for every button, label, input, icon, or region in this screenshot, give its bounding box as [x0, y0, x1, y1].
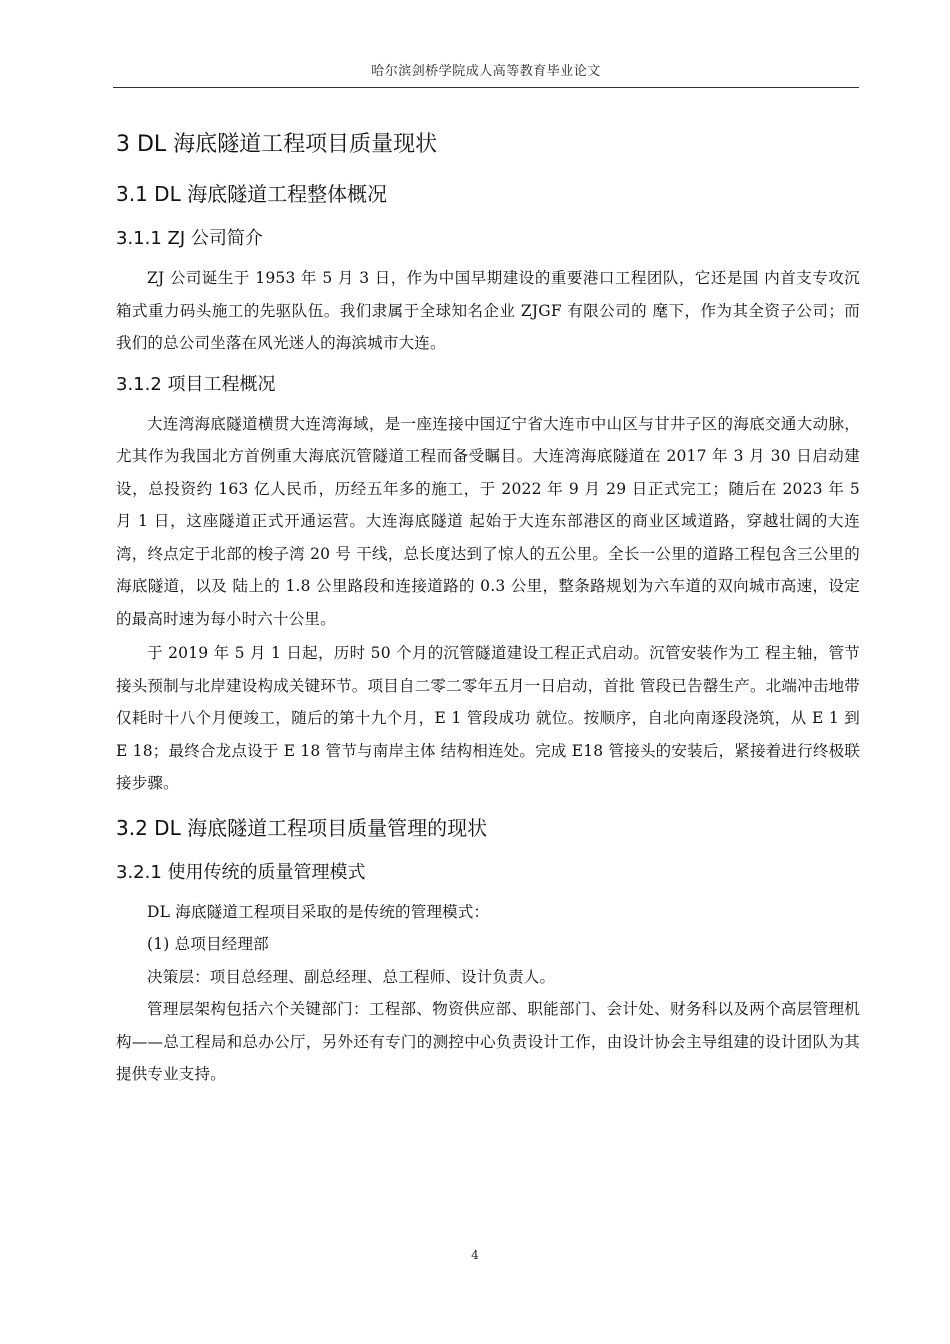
list-item-project-dept: (1) 总项目经理部: [147, 935, 269, 953]
paragraph-management-layer: 管理层架构包括六个关键部门：工程部、物资供应部、职能部门、会计处、财务科以及两个高层管理机构——总工程局和总办公厅，另外还有专门的测控中心负责设计工作，由设计协会主导组建的设计团队为其提供专业支持。: [116, 1000, 860, 1083]
paragraph-construction-timeline: 于 2019 年 5 月 1 日起，历时 50 个月的沉管隧道建设工程正式启动。沉管安装作为工 程主轴，管节接头预制与北岸建设构成关键环节。项目自二零二零年五月一日启动，首批 管段已告罄生产。北端冲击地带仅耗时十八个月便竣工，随后的第十九个月，E 1 管段成功 就位。按顺序，自北向南逐段浇筑，从 E 1 到 E 18；最终合龙点设于 E 18 管节与南岸主体 结构相连处。完成 E18 管接头的安装后，紧接着进行终极联接步骤。: [116, 644, 860, 792]
paragraph-company-intro: ZJ 公司诞生于 1953 年 5 月 3 日，作为中国早期建设的重要港口工程团队，它还是国 内首支专攻沉箱式重力码头施工的先驱队伍。我们隶属于全球知名企业 ZJGF 有限公司的 麾下，作为其全资子公司；而我们的总公司坐落在风光迷人的海滨城市大连。: [116, 269, 860, 352]
paragraph-project-overview: 大连湾海底隧道横贯大连湾海域，是一座连接中国辽宁省大连市中山区与甘井子区的海底交通大动脉，尤其作为我国北方首例重大海底沉管隧道工程而备受瞩目。大连湾海底隧道在 2017 年 3 月 30 日启动建设，总投资约 163 亿人民币，历经五年多的施工，于 2022 年 9 月 29 日正式完工；随后在 2023 年 5 月 1 日，这座隧道正式开通运营。大连海底隧道 起始于大连东部港区的商业区域道路，穿越壮阔的大连湾，终点定于北部的梭子湾 20 号 干线，总长度达到了惊人的五公里。全长一公里的道路工程包含三公里的海底隧道，以及 陆上的 1.8 公里路段和连接道路的 0.3 公里，整条路规划为六车道的双向城市高速，设定 的最高时速为每小时六十公里。: [116, 414, 860, 628]
section-heading-3-1: 3.1 DL 海底隧道工程整体概况: [116, 182, 388, 206]
page-body: [116, 112, 860, 1091]
subsection-heading-3-2-1: 3.2.1 使用传统的质量管理模式: [116, 861, 366, 883]
chapter-heading: 3 DL 海底隧道工程项目质量现状: [116, 132, 438, 157]
subsection-heading-3-1-2: 3.1.2 项目工程概况: [116, 373, 276, 395]
paragraph-management-mode: DL 海底隧道工程项目采取的是传统的管理模式：: [147, 902, 490, 921]
header-divider: [113, 87, 859, 88]
page-number: 4: [471, 1248, 479, 1262]
paragraph-decision-layer: 决策层：项目总经理、副总经理、总工程师、设计负责人。: [147, 967, 556, 986]
section-heading-3-2: 3.2 DL 海底隧道工程项目质量管理的现状: [116, 815, 488, 840]
subsection-heading-3-1-1: 3.1.1 ZJ 公司简介: [116, 228, 263, 249]
page-header: 哈尔滨剑桥学院成人高等教育毕业论文: [371, 64, 601, 79]
